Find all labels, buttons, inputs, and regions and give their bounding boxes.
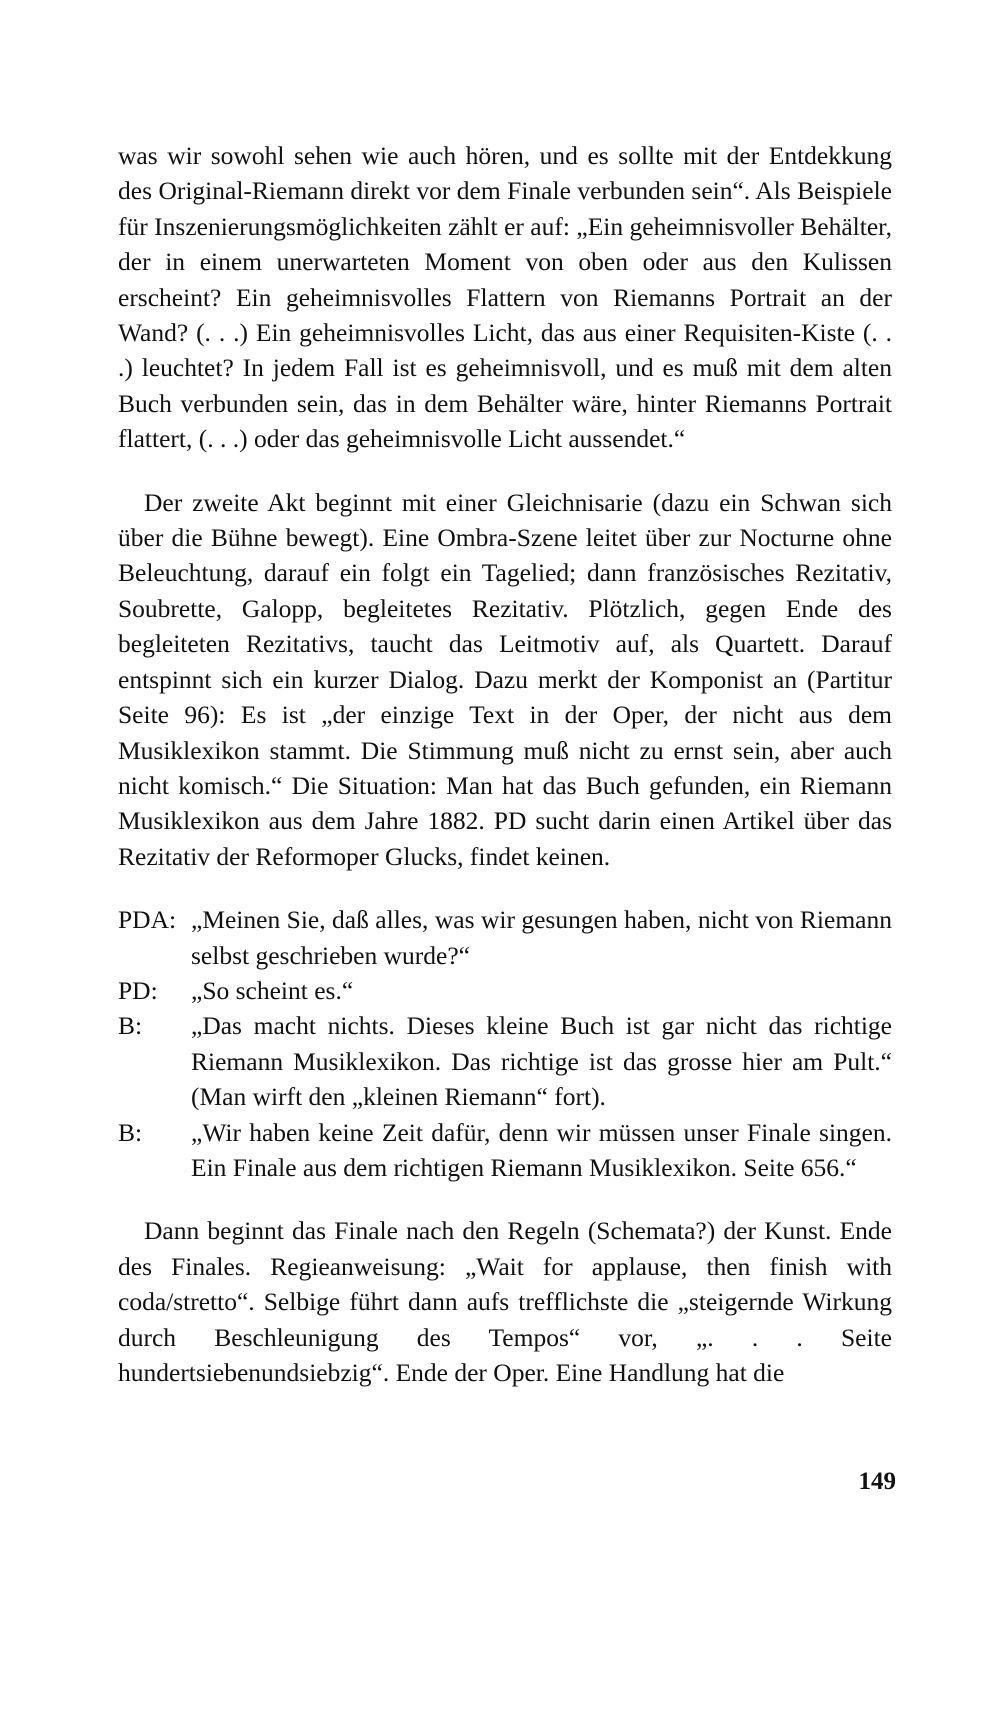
dialogue-speaker: PDA:: [118, 905, 177, 935]
dialogue-line: [118, 973, 892, 1008]
paragraph-gap: [118, 1185, 892, 1213]
dialogue-line: [118, 1115, 892, 1186]
dialogue-speaker: B:: [118, 1117, 143, 1147]
dialogue-block: [118, 902, 892, 1185]
dialogue-line: [118, 1008, 892, 1114]
paragraph-gap: [118, 874, 892, 902]
paragraph-finale: Dann beginnt das Finale nach den Regeln (Schemata?) der Kunst. Ende des Finales. Regieanweisung: „Wait for applause, then finish with coda/stretto“. Selbige führt dann aufs trefflichste die „steigernde Wirkung durch Beschleunigung des Tempos“ vor, „. . . Seite hundertsiebenundsiebzig“. Ende der Oper. Eine Handlung hat die: [118, 1216, 892, 1387]
dialogue-text: „So scheint es.“: [191, 975, 354, 1005]
paragraph-continued: was wir sowohl sehen wie auch hören, und es sollte mit der Entdekkung des Original-Riemann direkt vor dem Finale verbunden sein“. Als Beispiele für Inszenierungsmöglichkeiten zählt er auf: „Ein geheimnisvoller Behälter, der in einem unerwarteten Moment von oben oder aus den Kulissen erscheint? Ein geheimnisvolles Flattern von Riemanns Portrait an der Wand? (. . .) Ein geheimnisvolles Licht, das aus einer Requisiten-Kiste (. . .) leuchtet? In jedem Fall ist es geheimnisvoll, und es muß mit dem alten Buch verbunden sein, das in dem Behälter wäre, hinter Riemanns Portrait flattert, (. . .) oder das geheimnisvolle Licht aussendet.“: [118, 141, 892, 454]
dialogue-speaker: B:: [118, 1011, 143, 1041]
text-column: [118, 138, 892, 1390]
paragraph-second-act: Der zweite Akt beginnt mit einer Gleichnisarie (dazu ein Schwan sich über die Bühne bewegt). Eine Ombra-Szene leitet über zur Nocturne ohne Beleuchtung, darauf ein folgt ein Tagelied; dann französisches Rezitativ, Soubrette, Galopp, begleitetes Rezitativ. Plötzlich, gegen Ende des begleiteten Rezitativs, taucht das Leitmotiv auf, als Quartett. Darauf entspinnt sich ein kurzer Dialog. Dazu merkt der Komponist an (Partitur Seite 96): Es ist „der einzige Text in der Oper, der nicht aus dem Musiklexikon stammt. Die Stimmung muß nicht zu ernst sein, aber auch nicht komisch.“ Die Situation: Man hat das Buch gefunden, ein Riemann Musiklexikon aus dem Jahre 1882. PD sucht darin einen Artikel über das Rezitativ der Reformoper Glucks, findet keinen.: [118, 487, 892, 871]
paragraph-gap: [118, 457, 892, 485]
page-number: 149: [858, 1468, 896, 1495]
dialogue-line: [118, 902, 892, 973]
dialogue-text: „Meinen Sie, daß alles, was wir gesungen haben, nicht von Riemann selbst geschrieben wurde?“: [191, 905, 892, 970]
dialogue-speaker: PD:: [118, 975, 158, 1005]
dialogue-text: „Das macht nichts. Dieses kleine Buch ist gar nicht das richtige Riemann Musiklexikon. Das richtige ist das grosse hier am Pult.“ (Man wirft den „kleinen Riemann“ fort).: [191, 1011, 892, 1112]
dialogue-text: „Wir haben keine Zeit dafür, denn wir müssen unser Finale singen. Ein Finale aus dem richtigen Riemann Musiklexikon. Seite 656.“: [191, 1117, 892, 1182]
